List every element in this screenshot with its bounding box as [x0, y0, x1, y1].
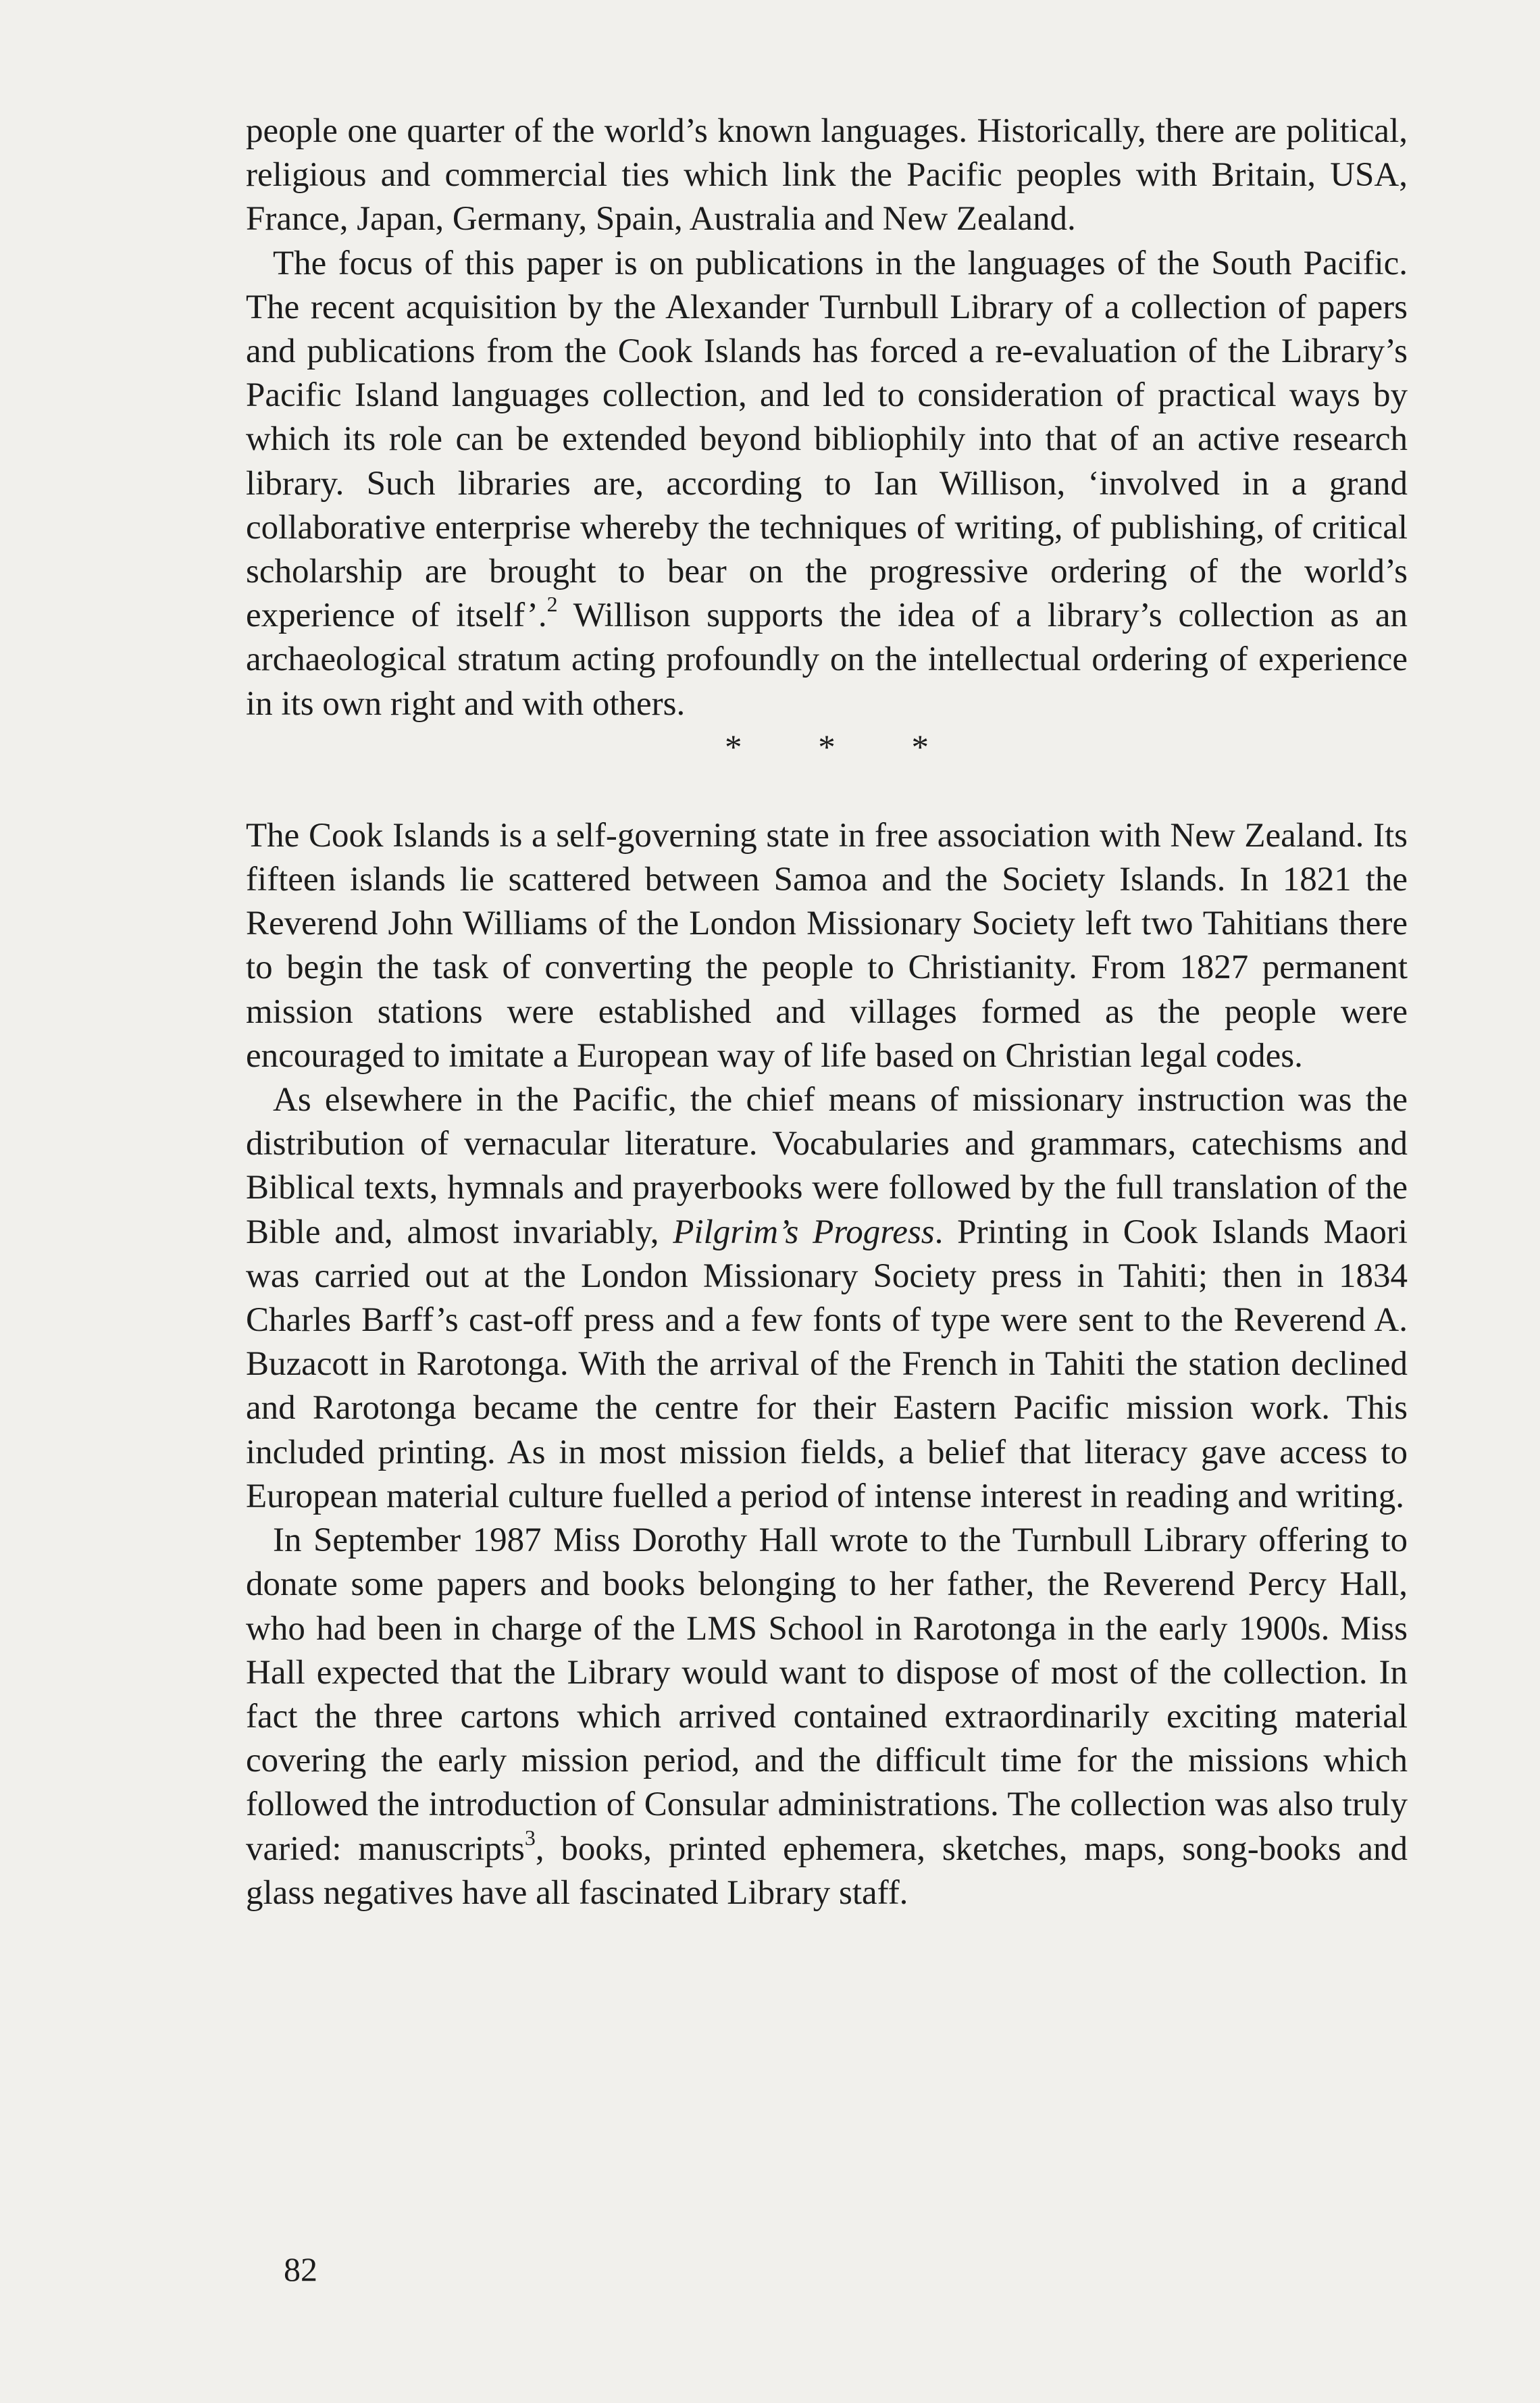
- book-title-italic: Pilgrim’s Progress: [673, 1213, 935, 1251]
- paragraph-missionary-instruction: [246, 1078, 1408, 1519]
- paragraph-hall-text-continued: , books, printed ephemera, sketches, maps, song-books and glass negatives have all fascinated Library staff.: [246, 1829, 1408, 1912]
- paragraph-dorothy-hall: [246, 1519, 1408, 1915]
- paragraph-missionary-text-continued: . Printing in Cook Islands Maori was carried out at the London Missionary Society press in Tahiti; then in 1834 Charles Barff’s cast-off press and a few fonts of type were sent to the Reverend A. Buzacott in Rarotonga. With the arrival of the French in Tahiti the station declined and Rarotonga became the centre for their Eastern Pacific mission work. This included printing. As in most mission fields, a belief that literacy gave access to European material culture fuelled a period of intense interest in reading and writing.: [246, 1213, 1408, 1515]
- section-break: [246, 726, 1408, 814]
- page-number: 82: [284, 2250, 317, 2288]
- paragraph-focus-text: The focus of this paper is on publications in the languages of the South Pacific. The recent acquisition by the Alexander Turnbull Library of a collection of papers and publications from the Cook Islands has forced a re-evaluation of the Library’s Pacific Island languages collection, and led to consideration of practical ways by which its role can be extended beyond bibliophily into that of an active research library. Such libraries are, according to Ian Willison, ‘involved in a grand collaborative enterprise whereby the techniques of writing, of publishing, of critical scholarship are brought to bear on the progressive ordering of the world’s experience of itself’.: [246, 244, 1408, 635]
- footnote-marker-3: 3: [524, 1825, 536, 1850]
- section-break-asterisk: *: [818, 728, 836, 767]
- paragraph-languages: people one quarter of the world’s known languages. Historically, there are political, religious and commercial ties which link the Pacific peoples with Britain, USA, France, Japan, Germany, Spain, Australia and New Zealand.: [246, 112, 1408, 238]
- footnote-marker-2: 2: [546, 592, 558, 617]
- paragraph-focus: [246, 242, 1408, 726]
- section-break-asterisk: *: [911, 728, 929, 767]
- paragraph-hall-text: In September 1987 Miss Dorothy Hall wrote to the Turnbull Library offering to donate some papers and books belonging to her father, the Reverend Percy Hall, who had been in charge of the LMS School in Rarotonga in the early 1900s. Miss Hall expected that the Library would want to dispose of most of the collection. In fact the three cartons which arrived contained extraordinarily exciting material covering the early mission period, and the difficult time for the missions which followed the introduction of Consular administrations. The collection was also truly varied: manuscripts: [246, 1521, 1408, 1868]
- section-break-asterisk: *: [725, 728, 742, 767]
- paragraph-focus-text-continued: Willison supports the idea of a library’s collection as an archaeological stratum acting profoundly on the intellectual ordering of experience in its own right and with others.: [246, 597, 1408, 723]
- page-body: [246, 109, 1408, 1915]
- paragraph-cook-islands: The Cook Islands is a self-governing state in free association with New Zealand. Its fifteen islands lie scattered between Samoa and the Society Islands. In 1821 the Reverend John Williams of the London Missionary Society left two Tahitians there to begin the task of converting the people to Christianity. From 1827 permanent mission stations were established and villages formed as the people were encouraged to imitate a European way of life based on Christian legal codes.: [246, 816, 1408, 1075]
- paragraph-missionary-text: As elsewhere in the Pacific, the chief means of missionary instruction was the distribution of vernacular literature. Vocabularies and grammars, catechisms and Biblical texts, hymnals and prayerbooks were followed by the full translation of the Bible and, almost invariably,: [246, 1081, 1408, 1251]
